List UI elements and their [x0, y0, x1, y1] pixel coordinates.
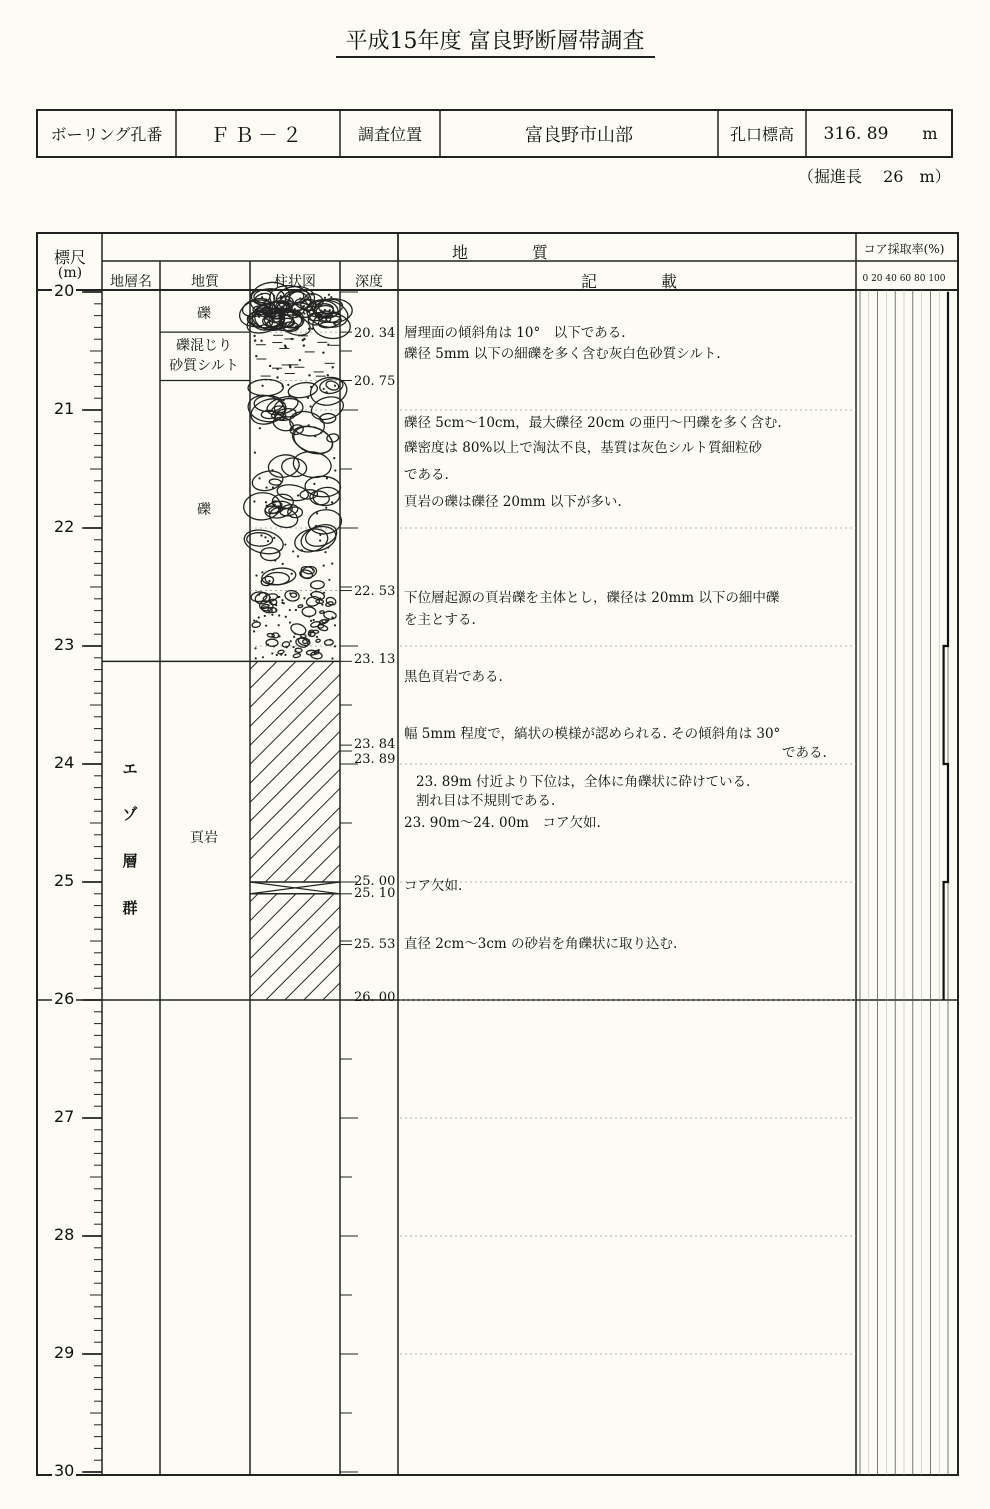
- boring-column-graphic: [237, 278, 353, 1206]
- scale-header: 標尺: [53, 248, 86, 267]
- description-line: 直径 2cm～3cm の砂岩を角礫状に取り込む.: [404, 936, 678, 952]
- description-line: コア欠如.: [404, 878, 463, 894]
- boring-label: ボーリング孔番: [50, 125, 163, 144]
- lithology-header: 地質: [191, 274, 219, 290]
- depth-label: 25. 10: [354, 886, 396, 901]
- boring-value: ＦＢ－２: [210, 123, 306, 147]
- elevation-value: 316. 89: [823, 123, 889, 144]
- depth-label: 26. 00: [354, 990, 396, 1005]
- description-line: 層理面の傾斜角は 10° 以下である.: [404, 325, 626, 341]
- lithology-gravel-main: 礫: [197, 502, 211, 518]
- lithology-gravel-top: 礫: [197, 306, 211, 322]
- core-recovery-curve: [944, 292, 948, 1000]
- depth-label: 25. 53: [354, 937, 396, 952]
- description-line: 23. 89m 付近より下位は，全体に角礫状に砕けている.: [416, 774, 751, 790]
- depth-label: 20. 34: [354, 326, 396, 341]
- scale-label: 28: [54, 1225, 75, 1244]
- scale-label: 27: [54, 1107, 75, 1126]
- depth-label: 25. 00: [354, 874, 396, 889]
- lithology-gravelly-2: 砂質シルト: [169, 358, 239, 374]
- scale-label: 30: [54, 1461, 75, 1480]
- scale-unit: (m): [57, 265, 83, 281]
- scale-label: 29: [54, 1343, 75, 1362]
- geology-header: 地 質: [451, 243, 548, 262]
- depth-header: 深度: [355, 274, 383, 290]
- scale-label: 26: [54, 989, 75, 1008]
- depth-label: 23. 84: [354, 737, 396, 752]
- column-header: 柱状図: [274, 274, 316, 290]
- core-ticks: 0 20 40 60 80 100: [862, 274, 946, 284]
- description-header: 記 載: [580, 272, 677, 291]
- scale-label: 20: [54, 281, 75, 300]
- lithology-gravelly-1: 礫混じり: [176, 338, 232, 354]
- scale-label: 23: [54, 635, 75, 654]
- description-line: 割れ目は不規則である.: [416, 793, 556, 809]
- core-header: コア採取率(%): [863, 242, 945, 256]
- description-line: 下位層起源の頁岩礫を主体とし，礫径は 20mm 以下の細中礫: [404, 590, 780, 606]
- location-value: 富良野市山部: [525, 124, 633, 146]
- scale-label: 25: [54, 871, 75, 890]
- description-line: 礫径 5cm～10cm，最大礫径 20cm の亜円～円礫を多く含む.: [404, 415, 782, 431]
- description-line: 黒色頁岩である.: [404, 669, 503, 685]
- document-title: 平成15年度 富良野断層帯調査: [0, 24, 990, 55]
- scale-label: 21: [54, 399, 75, 418]
- description-line: を主とする.: [404, 612, 476, 628]
- scale-label: 22: [54, 517, 75, 536]
- depth-label: 22. 53: [354, 584, 396, 599]
- description-line: 頁岩の礫は礫径 20mm 以下が多い.: [404, 494, 622, 510]
- depth-label: 23. 89: [354, 752, 396, 767]
- formation-header: 地層名: [110, 274, 152, 290]
- formation-char: エ: [122, 760, 138, 778]
- description-line: 幅 5mm 程度で，縞状の模様が認められる. その傾斜角は 30°: [404, 726, 781, 742]
- description-line: 礫径 5mm 以下の細礫を多く含む灰白色砂質シルト.: [404, 346, 721, 362]
- description-line: 礫密度は 80%以上で淘汰不良，基質は灰色シルト質細粒砂: [404, 440, 762, 456]
- depth-label: 23. 13: [354, 652, 396, 667]
- description-line: である.: [782, 745, 827, 761]
- drill-length: （掘進長 26 m）: [798, 167, 951, 186]
- scale-label: 24: [54, 753, 75, 772]
- formation-char: ゾ: [122, 805, 138, 823]
- description-line: 23. 90m～24. 00m コア欠如.: [404, 815, 601, 831]
- formation-char: 層: [122, 852, 138, 870]
- depth-label: 20. 75: [354, 374, 396, 389]
- location-label: 調査位置: [357, 125, 422, 144]
- lithology-shale: 頁岩: [190, 830, 218, 846]
- description-line: である.: [404, 467, 449, 483]
- elevation-unit: m: [922, 124, 938, 143]
- formation-char: 群: [122, 899, 138, 917]
- elevation-label: 孔口標高: [729, 125, 794, 144]
